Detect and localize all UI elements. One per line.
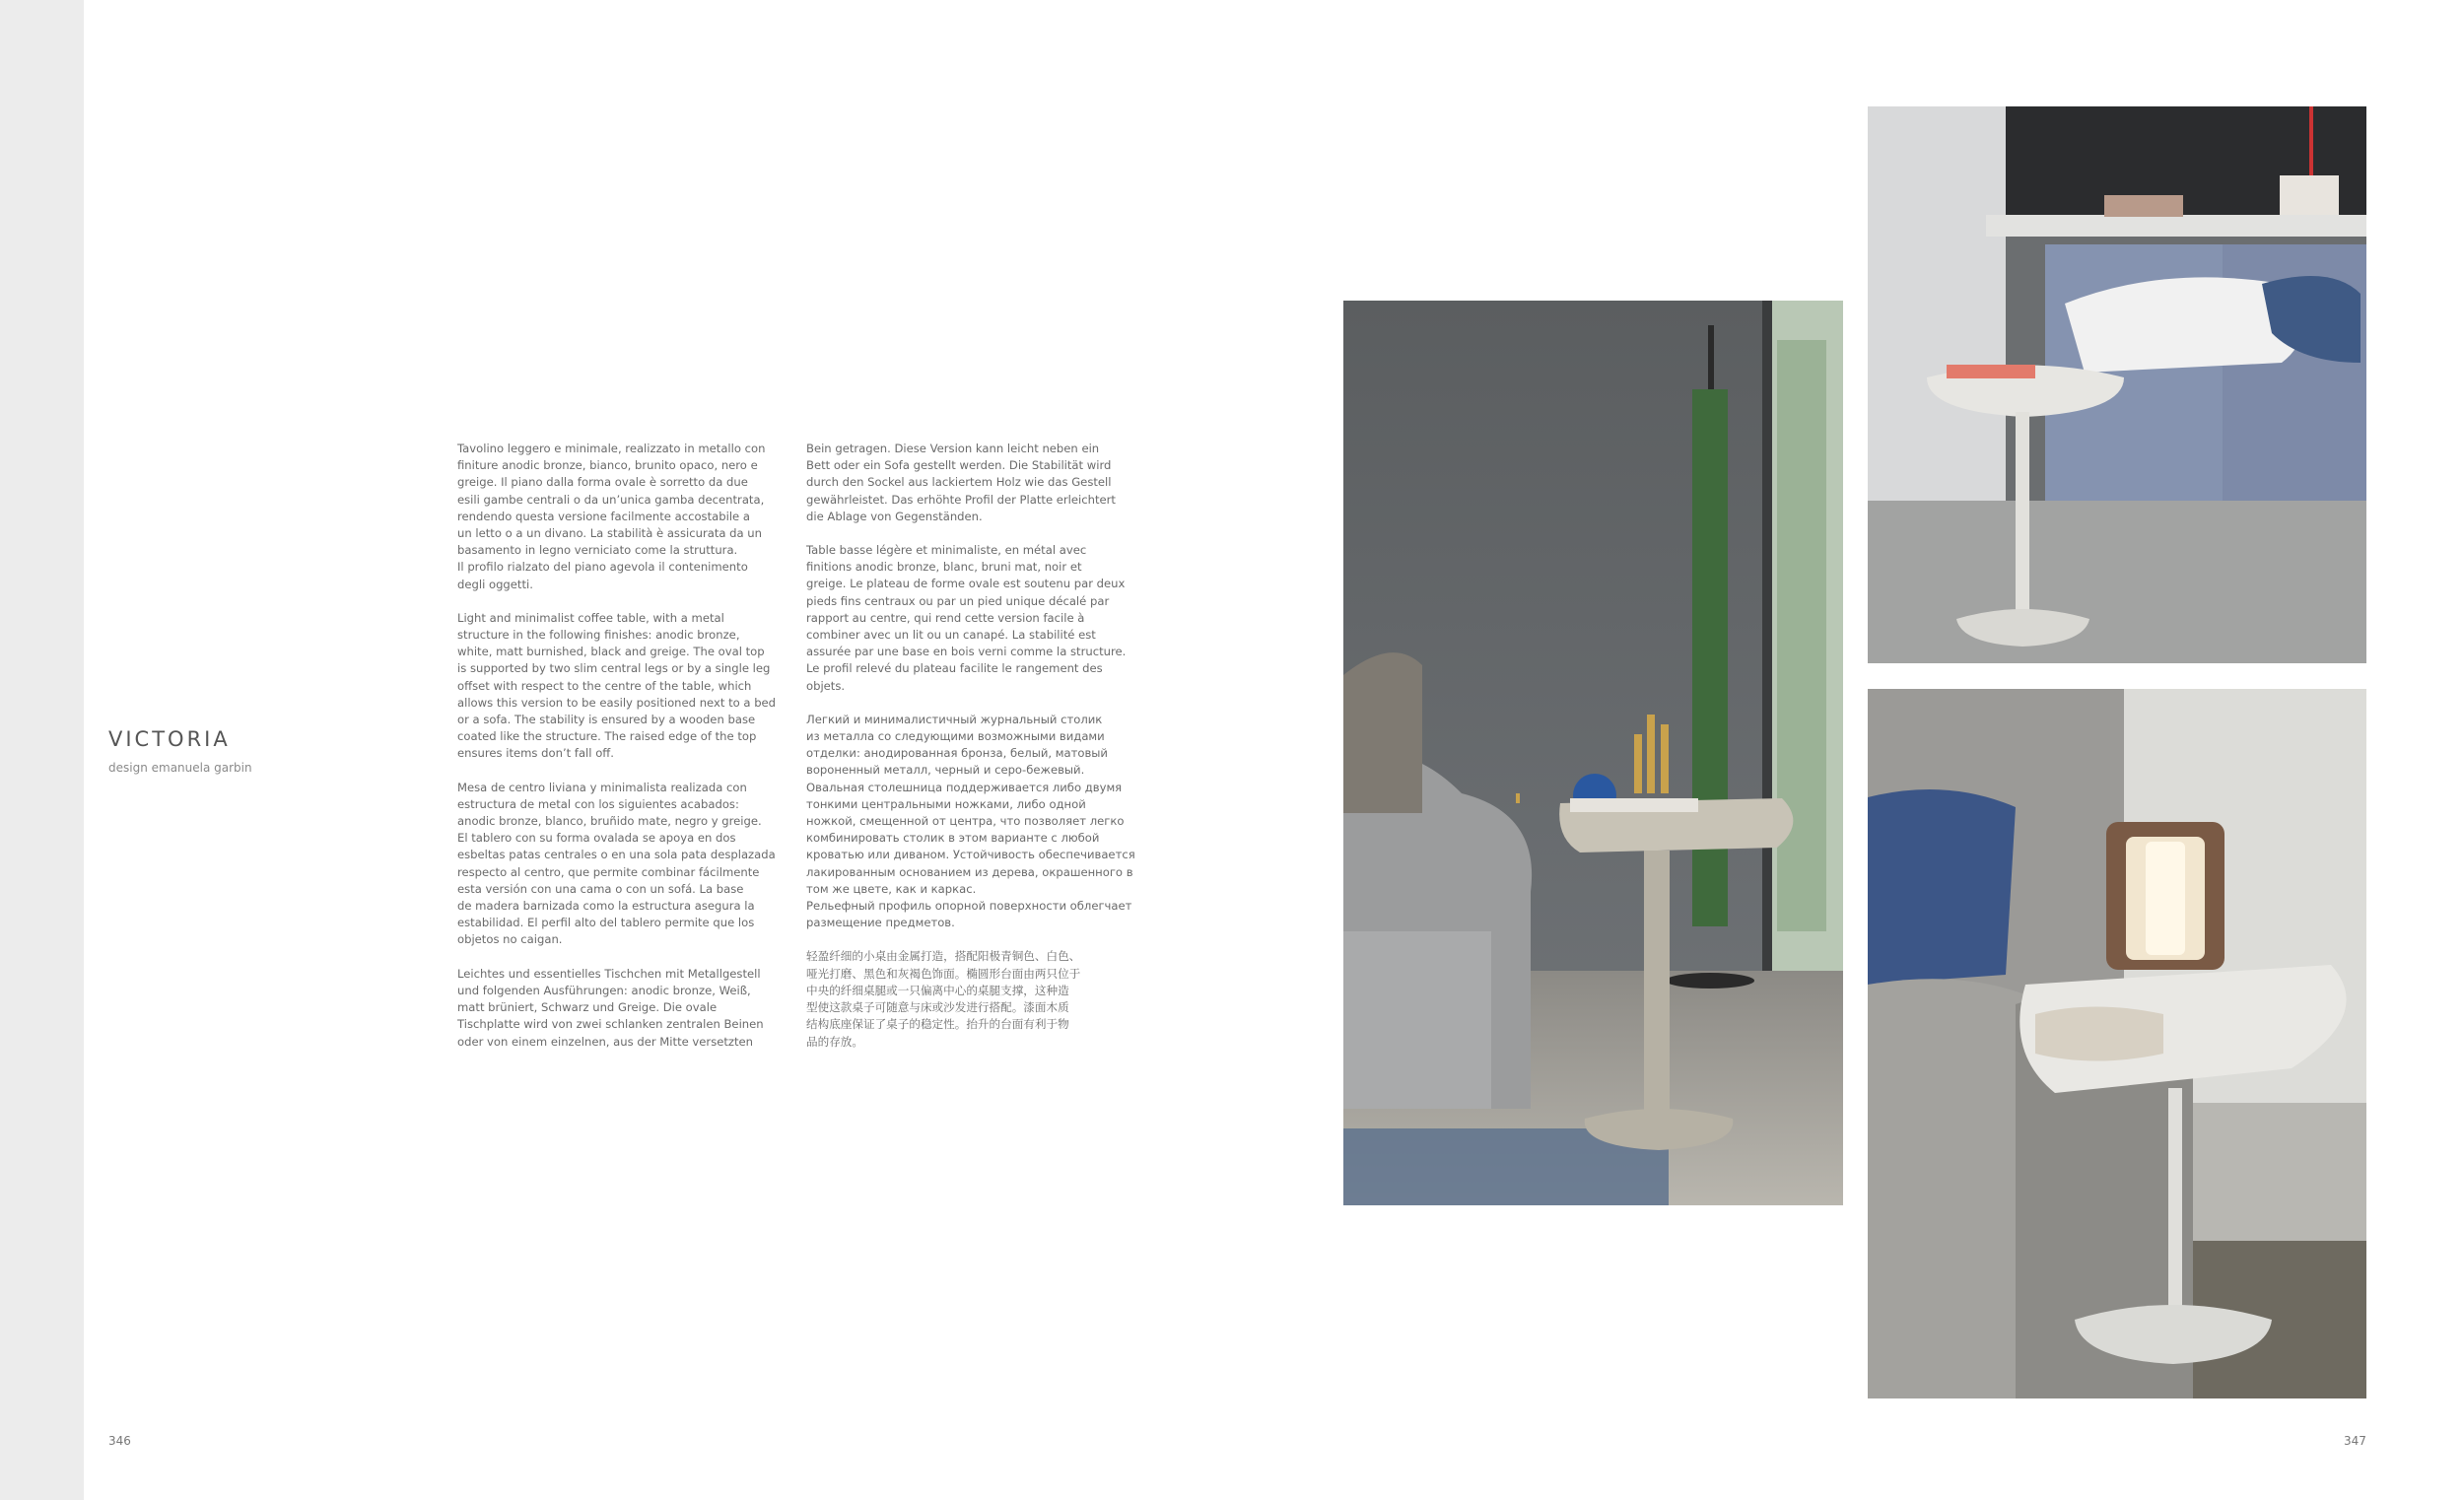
designer-credit: design emanuela garbin <box>108 761 252 775</box>
page-number-right: 347 <box>2344 1434 2366 1448</box>
description-french: Table basse légère et minimaliste, en métal avec finitions anodic bronze, blanc, bruni mat, noir et greige. Le plateau de forme ovale est soutenu par deux pieds fins centraux ou par un pied unique décalé par rapport au centre, qui rend cette version facile à combiner avec un lit ou un canapé. La stabilité est assurée par une base en bois verni comme la structure. Le profil relevé du plateau facilite le rangement des objets. <box>806 543 1127 693</box>
text-column-right <box>806 441 1135 1067</box>
description-spanish: Mesa de centro liviana y minimalista realizada con estructura de metal con los siguientes acabados: anodic bronze, blanco, bruñido mate, negro y greige. El tablero con su forma ovalada se apoya en dos esbeltas patas centrales o en una sola pata desplazada respecto al centro, que permite combinar fácilmente esta versión con una cama o con un sofá. La base de madera barnizada como la estructura asegura la estabilidad. El perfil alto del tablero permite que los objetos no caigan. <box>457 780 776 947</box>
description-english: Light and minimalist coffee table, with a metal structure in the following finishes: anodic bronze, white, matt burnished, black and greige. The oval top is supported by two slim central legs or by a single leg offset with respect to the centre of the table, which allows this version to be easily positioned next to a bed or a sofa. The stability is ensured by a wooden base coated like the structure. The raised edge of the top ensures items don’t fall off. <box>457 610 777 761</box>
photo-armchair-side-table <box>1343 301 1843 1205</box>
description-chinese: 轻盈纤细的小桌由金属打造，搭配阳极青铜色、白色、 哑光打磨、黑色和灰褐色饰面。椭圆形台面由两只位于 中央的纤细桌腿或一只偏离中心的桌腿支撑，这种造 型使这款桌子可随意与床或沙发进行搭配。漆面木质 结构底座保证了桌子的稳定性。抬升的台面有利于物 品的存放。 <box>806 949 1081 1049</box>
description-german-start: Leichtes und essentielles Tischchen mit Metallgestell und folgenden Ausführungen: anodic bronze, Weiß, matt brüniert, Schwarz und Greige. Die ovale Tischplatte wird von zwei schlanken zentralen Beinen oder von einem einzelnen, aus der Mitte versetzten <box>457 966 764 1049</box>
description-german-end: Bein getragen. Diese Version kann leicht neben ein Bett oder ein Sofa gestellt werden. Die Stabilität wird durch den Sockel aus lackiertem Holz wie das Gestell gewährleistet. Das erhöhte Profil der Platte erleichtert die Ablage von Gegenständen. <box>806 442 1116 523</box>
description-russian: Легкий и минималистичный журнальный столик из металла со следующими возможными видами отделки: анодированная бронза, белый, матовый вороненный металл, черный и серо-бежевый. Овальная столешница поддерживается либо двумя тонкими центральными ножками, либо одной ножкой, смещенной от центра, что позволяет легко комбинировать столик в этом варианте с любой кроватью или диваном. Устойчивость обеспечивается лакированным основанием из дерева, окрашенного в том же цвете, как и каркас. Рельефный профиль опорной поверхности облегчает размещение предметов. <box>806 712 1135 930</box>
text-column-left <box>457 441 783 1067</box>
photo-bed-side-table <box>1868 106 2366 663</box>
photo-sofa-lantern <box>1868 689 2366 1398</box>
page-number-left: 346 <box>108 1434 131 1448</box>
product-title: VICTORIA <box>108 727 231 751</box>
description-italian: Tavolino leggero e minimale, realizzato in metallo con finiture anodic bronze, bianco, brunito opaco, nero e greige. Il piano dalla forma ovale è sorretto da due esili gambe centrali o da un’unica gamba decentrata, rendendo questa versione facilmente accostabile a un letto o a un divano. La stabilità è assicurata da un basamento in legno verniciato come la struttura. Il profilo rialzato del piano agevola il contenimento degli oggetti. <box>457 442 766 591</box>
page-gutter <box>0 0 84 1500</box>
